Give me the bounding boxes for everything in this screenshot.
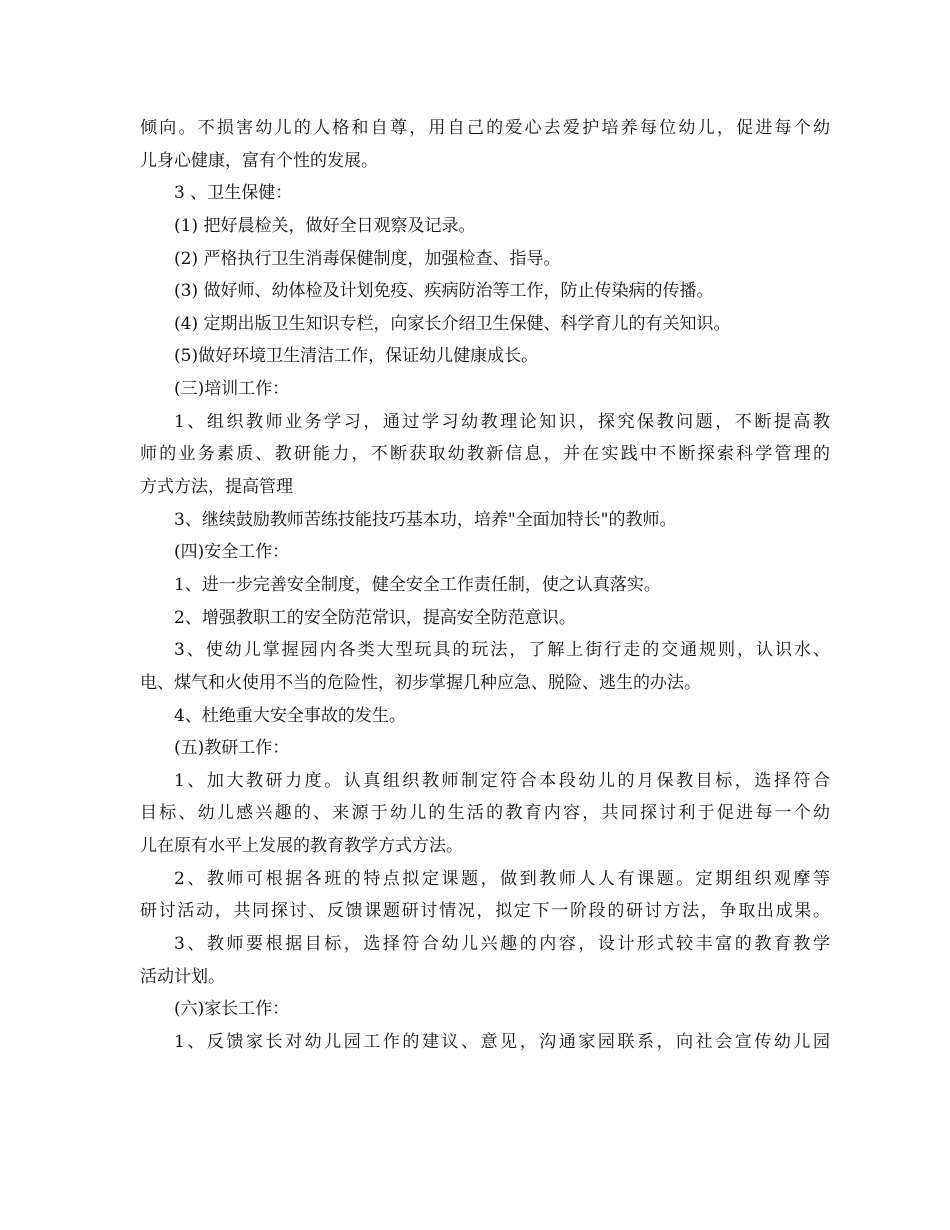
- paragraph-line: 师的业务素质、教研能力，不断获取幼教新信息，并在实践中不断探索科学管理的: [140, 444, 830, 465]
- paragraph-line: 1、组织教师业务学习，通过学习幼教理论知识，探究保教问题，不断提高教: [174, 411, 830, 432]
- paragraph-line: 3、继续鼓励教师苦练技能技巧基本功，培养"全面加特长"的教师。: [174, 509, 677, 530]
- document-body: [140, 112, 830, 1059]
- paragraph-line: (六)家长工作：: [174, 999, 290, 1020]
- paragraph-line: 1、加大教研力度。认真组织教师制定符合本段幼儿的月保教目标，选择符合: [174, 770, 830, 791]
- paragraph-line: 3、教师要根据目标，选择符合幼儿兴趣的内容，设计形式较丰富的教育教学: [174, 934, 830, 955]
- paragraph-line: 儿身心健康，富有个性的发展。: [140, 150, 378, 171]
- paragraph-line: 4、杜绝重大安全事故的发生。: [174, 705, 406, 726]
- paragraph-line: 儿在原有水平上发展的教育教学方式方法。: [140, 836, 463, 857]
- paragraph-line: (五)教研工作：: [174, 738, 290, 759]
- paragraph-line: (四)安全工作：: [174, 542, 290, 563]
- paragraph-line: (3) 做好师、幼体检及计划免疫、疾病防治等工作，防止传染病的传播。: [174, 281, 714, 302]
- paragraph-line: 研讨活动，共同探讨、反馈课题研讨情况，拟定下一阶段的研讨方法，争取出成果。: [140, 901, 830, 922]
- paragraph-line: 1、进一步完善安全制度，健全安全工作责任制，使之认真落实。: [174, 574, 661, 595]
- paragraph-line: 方式方法，提高管理: [140, 477, 293, 498]
- paragraph-line: (2) 严格执行卫生消毒保健制度，加强检查、指导。: [174, 248, 561, 269]
- paragraph-line: 2、教师可根据各班的特点拟定课题，做到教师人人有课题。定期组织观摩等: [174, 868, 830, 889]
- paragraph-line: 活动计划。: [140, 966, 225, 987]
- paragraph-line: (5)做好环境卫生清洁工作，保证幼儿健康成长。: [174, 346, 539, 367]
- paragraph-line: 倾向。不损害幼儿的人格和自尊，用自己的爱心去爱护培养每位幼儿，促进每个幼: [140, 118, 830, 138]
- paragraph-line: 目标、幼儿感兴趣的、来源于幼儿的生活的教育内容，共同探讨利于促进每一个幼: [140, 803, 830, 824]
- paragraph-line: (三)培训工作：: [174, 379, 290, 400]
- paragraph-line: (1) 把好晨检关，做好全日观察及记录。: [174, 215, 476, 236]
- paragraph-line: 1、反馈家长对幼儿园工作的建议、意见，沟通家园联系，向社会宣传幼儿园: [174, 1031, 830, 1052]
- paragraph-line: 电、煤气和火使用不当的危险性，初步掌握几种应急、脱险、逃生的办法。: [140, 672, 701, 693]
- paragraph-line: 2、增强教职工的安全防范常识，提高安全防范意识。: [174, 607, 576, 628]
- paragraph-line: 3 、卫生保健：: [174, 183, 293, 204]
- paragraph-line: 3、使幼儿掌握园内各类大型玩具的玩法，了解上街行走的交通规则，认识水、: [174, 640, 830, 661]
- paragraph-line: (4) 定期出版卫生知识专栏，向家长介绍卫生保健、科学育儿的有关知识。: [174, 313, 731, 334]
